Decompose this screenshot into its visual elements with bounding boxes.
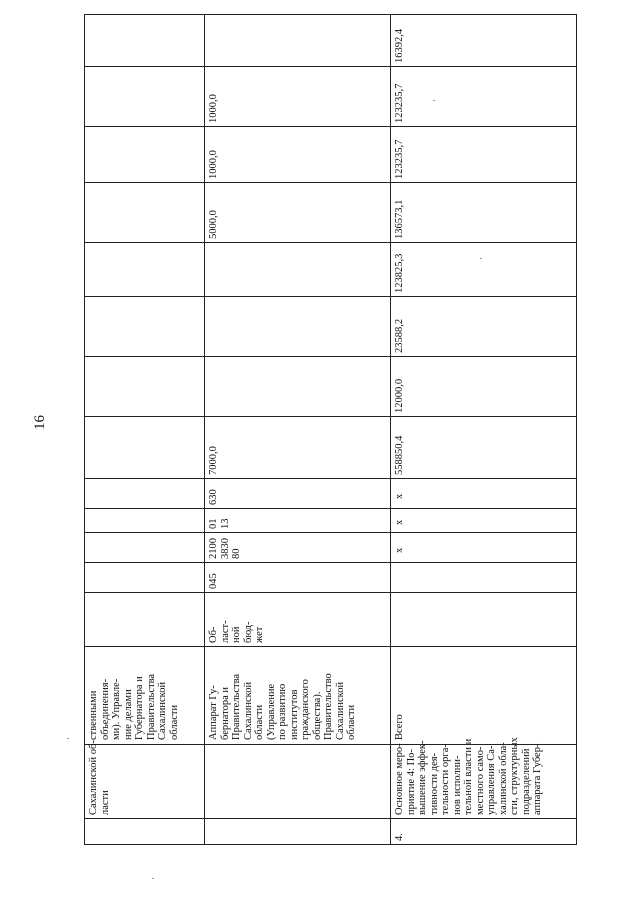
scan-speck bbox=[433, 100, 435, 101]
page-number: 16 bbox=[32, 415, 48, 430]
column-divider bbox=[84, 818, 577, 819]
column-divider bbox=[84, 532, 577, 533]
table-border-right bbox=[576, 14, 577, 844]
row-divider bbox=[204, 14, 205, 844]
column-divider bbox=[84, 592, 577, 593]
column-divider bbox=[84, 478, 577, 479]
column-divider bbox=[84, 242, 577, 243]
column-divider bbox=[84, 646, 577, 647]
table-border-top bbox=[84, 14, 577, 15]
column-divider bbox=[84, 356, 577, 357]
column-divider bbox=[84, 416, 577, 417]
column-divider bbox=[84, 66, 577, 67]
scan-speck bbox=[152, 878, 154, 879]
scan-speck bbox=[67, 738, 69, 739]
row-divider bbox=[390, 14, 391, 844]
scan-speck bbox=[480, 258, 482, 259]
column-divider bbox=[84, 562, 577, 563]
column-divider bbox=[84, 182, 577, 183]
column-divider bbox=[84, 508, 577, 509]
column-divider bbox=[84, 296, 577, 297]
column-divider bbox=[84, 126, 577, 127]
table-border-left bbox=[84, 14, 85, 844]
table-border-bottom bbox=[84, 844, 577, 845]
